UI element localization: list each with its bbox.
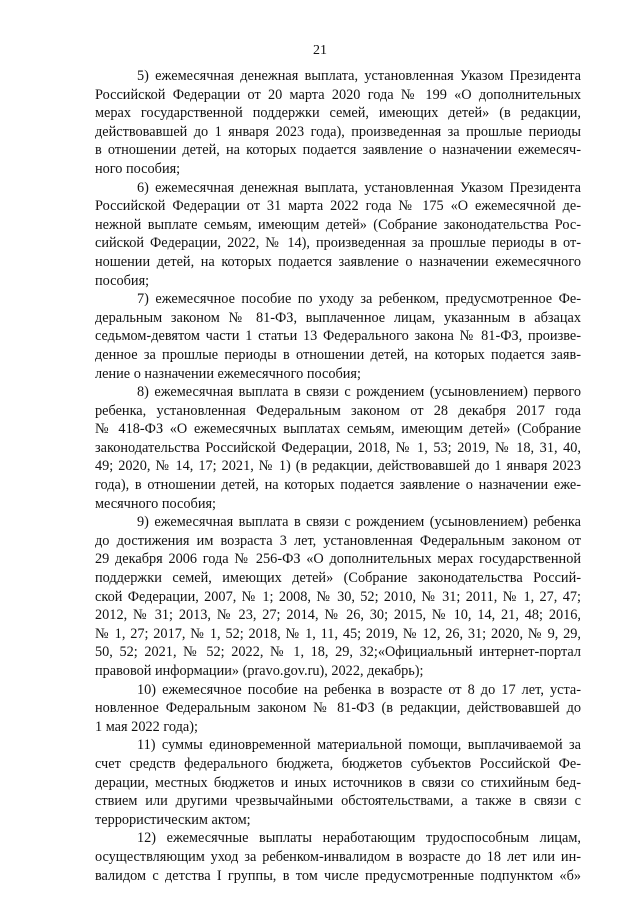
text-line: валидом с детства I группы, в том числе предусмотренные подпунктом «б» bbox=[95, 867, 581, 884]
text-line: ношении детей, на которых подается заявление о назначении ежемесячного bbox=[95, 253, 581, 270]
paragraph bbox=[95, 829, 581, 885]
text-line: поддержки семей, имеющих детей» (Собрание законодательства Россий- bbox=[95, 570, 581, 587]
text-line: ребенка, установленная Федеральным законом от 28 декабря 2017 года bbox=[95, 402, 581, 419]
text-line: ного пособия; bbox=[95, 160, 181, 177]
text-line: в отношении детей, на которых подается заявление о назначении ежемесяч- bbox=[95, 142, 581, 159]
text-line: пособия; bbox=[95, 272, 150, 289]
text-line: 9) ежемесячная выплата в связи с рождением (усыновлением) ребенка bbox=[137, 514, 581, 531]
text-line: до достижения им возраста 3 лет, установленная Федеральным законом от bbox=[95, 532, 581, 549]
text-line: ствием или другими чрезвычайными обстоятельствами, а также в связи с bbox=[95, 793, 581, 810]
text-line: террористическим актом; bbox=[95, 811, 251, 828]
text-line: седьмом-девятом части 1 статьи 13 Федерального закона № 81-ФЗ, произве- bbox=[95, 328, 581, 345]
paragraph bbox=[95, 736, 581, 829]
text-line: мерах государственной поддержки семей, имеющих детей» (в редакции, bbox=[95, 105, 581, 122]
text-line: 50, 52; 2021, № 52; 2022, № 1, 18, 29, 32;«Официальный интернет-портал bbox=[95, 644, 581, 661]
paragraph bbox=[95, 513, 581, 680]
text-line: действовавшей до 1 января 2023 года), произведенная за прошлые периоды bbox=[95, 123, 581, 140]
text-line: нежной выплате семьям, имеющим детей» (Собрание законодательства Рос- bbox=[95, 216, 581, 233]
text-line: 49; 2020, № 14, 17; 2021, № 1) (в редакции, действовавшей до 1 января 2023 bbox=[95, 458, 581, 475]
text-line: 8) ежемесячная выплата в связи с рождением (усыновлением) первого bbox=[137, 384, 581, 401]
text-line: месячного пособия; bbox=[95, 495, 217, 512]
page-number: 21 bbox=[313, 43, 327, 58]
paragraph bbox=[95, 290, 581, 383]
text-line: новленное Федеральным законом № 81-ФЗ (в редакции, действовавшей до bbox=[95, 700, 581, 717]
text-line: 12) ежемесячные выплаты неработающим трудоспособным лицам, bbox=[137, 830, 581, 847]
text-line: 6) ежемесячная денежная выплата, установленная Указом Президента bbox=[137, 179, 581, 196]
text-line: денное за прошлые периоды в отношении детей, на которых подается заяв- bbox=[95, 346, 581, 363]
text-line: 5) ежемесячная денежная выплата, установленная Указом Президента bbox=[137, 68, 581, 84]
paragraph bbox=[95, 681, 581, 737]
text-line: дерации, местных бюджетов и иных источников в связи со стихийным бед- bbox=[95, 774, 581, 791]
text-line: ление о назначении ежемесячного пособия; bbox=[95, 365, 361, 382]
text-line: ской Федерации, 2007, № 1; 2008, № 30, 52; 2010, № 31; 2011, № 1, 27, 47; bbox=[95, 588, 581, 605]
text-line: деральным законом № 81-ФЗ, выплаченное лицам, указанным в абзацах bbox=[95, 309, 581, 326]
text-line: сийской Федерации, 2022, № 14), произведенная за прошлые периоды в от- bbox=[95, 235, 581, 252]
paragraph bbox=[95, 179, 581, 291]
text-line: 7) ежемесячное пособие по уходу за ребенком, предусмотренное Фе- bbox=[137, 291, 581, 308]
text-line: Российской Федерации от 31 марта 2022 года № 175 «О ежемесячной де- bbox=[95, 198, 581, 215]
text-line: 1 мая 2022 года); bbox=[95, 718, 198, 735]
text-line: 29 декабря 2006 года № 256-ФЗ «О дополнительных мерах государственной bbox=[95, 551, 581, 568]
document-body bbox=[95, 67, 581, 885]
text-line: 2012, № 31; 2013, № 23, 27; 2014, № 26, 30; 2015, № 10, 14, 21, 48; 2016, bbox=[95, 607, 581, 624]
text-line: осуществляющим уход за ребенком-инвалидом в возрасте до 18 лет или ин- bbox=[95, 848, 581, 865]
text-line: правовой информации» (pravo.gov.ru), 2022, декабрь); bbox=[95, 663, 424, 679]
text-line: года), в отношении детей, на которых подается заявление о назначении еже- bbox=[95, 477, 581, 494]
paragraph bbox=[95, 67, 581, 179]
text-line: счет средств федерального бюджета, бюджетов субъектов Российской Фе- bbox=[95, 755, 581, 772]
text-line: 10) ежемесячное пособие на ребенка в возрасте от 8 до 17 лет, уста- bbox=[137, 681, 581, 698]
text-line: № 1, 27; 2017, № 1, 52; 2018, № 1, 11, 45; 2019, № 12, 26, 31; 2020, № 9, 29, bbox=[95, 625, 581, 642]
paragraph bbox=[95, 383, 581, 513]
text-line: 11) суммы единовременной материальной помощи, выплачиваемой за bbox=[137, 737, 581, 754]
text-line: Российской Федерации от 20 марта 2020 года № 199 «О дополнительных bbox=[95, 86, 581, 103]
text-line: № 418-ФЗ «О ежемесячных выплатах семьям, имеющим детей» (Собрание bbox=[95, 421, 581, 438]
text-line: законодательства Российской Федерации, 2018, № 1, 53; 2019, № 18, 31, 40, bbox=[95, 439, 581, 456]
